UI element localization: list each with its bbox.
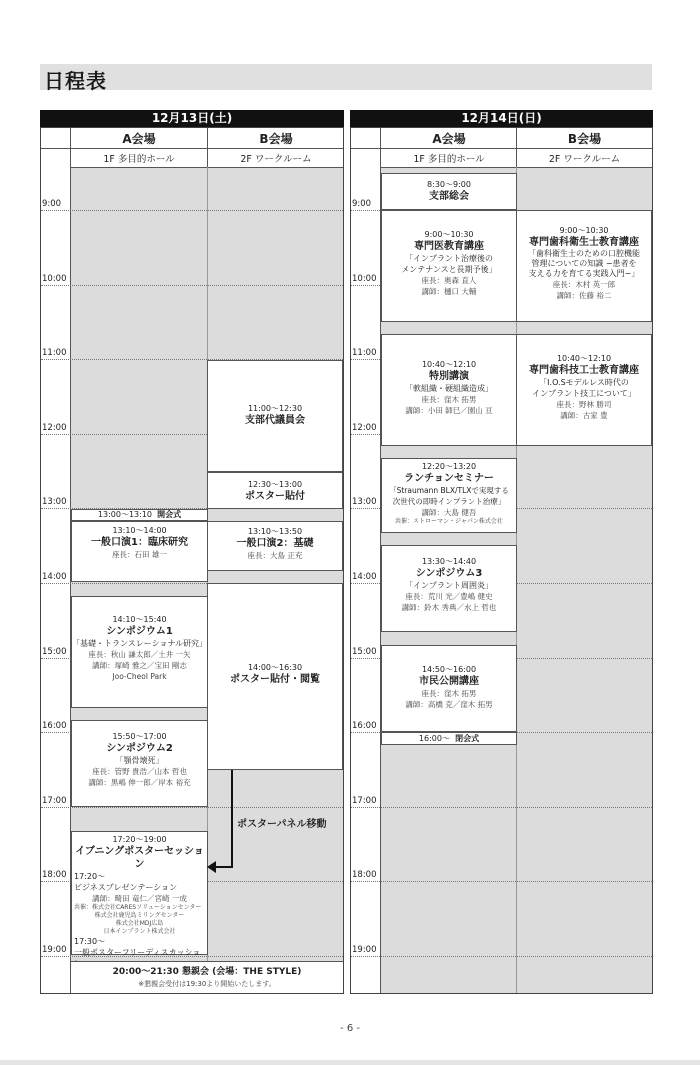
time-label: 17:00: [42, 795, 67, 806]
move-arrow-foot: [213, 866, 233, 868]
day2-header: 12月14日(日): [350, 110, 653, 127]
day2-venue-a: A会場: [432, 132, 466, 146]
day2-session-b1: 9:00〜10:30 専門歯科衛生士教育講座 「歯科衛生士のための口腔機能 管理についての知識 −患者を 支える力を育てる実践入門−」 座長：木村 英一郎 講師：佐藤 裕二: [516, 210, 652, 322]
time-label: 10:00: [352, 273, 377, 284]
day1-session-b3: 13:10〜13:50 一般口演2：基礎 座長：大島 正充: [207, 521, 343, 571]
day2-luncheon-seminar: 12:20〜13:20 ランチョンセミナー 「Straumann BLX/TLXで実現する 次世代の即時インプラント治療」 講師：大島 健吾 共催：ストローマン・ジャパン株式会社: [381, 458, 517, 533]
day1-venue-b: B会場: [259, 132, 293, 146]
day2-session-a3: 10:40〜12:10 特別講演 「軟組織・硬組織造成」 座長：窪木 拓男 講師：小田 師巳／園山 亘: [381, 334, 517, 446]
time-label: 12:00: [352, 422, 377, 433]
day1-session-a1: 13:10〜14:00 一般口演1：臨床研究 座長：石田 雄一: [71, 521, 208, 582]
poster-move-label: ポスターパネル移動: [237, 819, 327, 830]
day2-session-a1: 8:30〜9:00 支部総会: [381, 173, 517, 210]
time-label: 19:00: [42, 945, 67, 955]
hour-gridline: [41, 285, 343, 286]
day2-venue-b-sub: 2F ワークルーム: [548, 154, 621, 165]
time-label: 10:00: [42, 273, 67, 284]
time-label: 9:00: [352, 199, 372, 209]
move-arrow-line: [231, 770, 233, 867]
day1-venue-a: A会場: [122, 132, 156, 146]
arrow-left-icon: [207, 861, 216, 873]
time-label: 9:00: [42, 199, 62, 209]
day1-session-b1: 11:00〜12:30 支部代議員会: [207, 360, 343, 472]
time-label: 18:00: [352, 870, 377, 881]
page-title: 日程表: [44, 69, 107, 93]
hour-gridline: [41, 210, 343, 211]
time-label: 11:00: [352, 348, 377, 359]
day2-session-b2: 10:40〜12:10 専門歯科技工士教育講座 「I.O.Sモデルレス時代の インプラント技工について」 座長：野林 勝司 講師：古家 豊: [516, 334, 652, 446]
day1-evening-poster: 17:20〜19:00 イブニングポスターセッション 17:20〜 ビジネスプレゼンテーション 講師：畸田 竜仁／宮崎 一成 共催：株式会社CARESソリューションセンター 株式会社鹿児島ミリングセンター 株式会社MDJ広島 日本インプラント株式会社 17:30〜 一般ポスターフリーディスカッショ: [71, 831, 208, 955]
day2-venue-a-sub: 1F 多目的ホール: [413, 154, 485, 165]
bottom-bar: [0, 1060, 700, 1065]
time-label: 15:00: [42, 646, 67, 657]
time-label: 19:00: [352, 945, 377, 955]
day2-symposium3: 13:30〜14:40 シンポジウム3 「インプラント周囲炎」 座長：荒川 光／豊嶋 健史 講師：鈴木 秀典／水上 哲也: [381, 545, 517, 632]
time-label: 13:00: [42, 497, 67, 508]
day1-venue-b-sub: 2F ワークルーム: [240, 154, 312, 165]
day1-session-b4: 14:00〜16:30 ポスター貼付・閲覧: [207, 583, 343, 770]
hour-gridline: [351, 807, 652, 808]
day1-header: 12月13日(土): [40, 110, 344, 127]
day2-venue-b: B会場: [567, 132, 602, 146]
time-label: 13:00: [352, 497, 377, 508]
hour-gridline: [351, 881, 652, 882]
day1-symposium1: 14:10〜15:40 シンポジウム1 「基礎・トランスレーショナル研究」 座長：秋山 謙太郎／土井 一矢 講師：塚崎 雅之／宝田 剛志 Joo-Cheol Park: [71, 596, 208, 708]
day1-party: 20:00〜21:30 懇親会 (会場：THE STYLE) ※懇親会受付は19:30より開始いたします。: [71, 961, 343, 993]
hour-gridline: [351, 956, 652, 957]
day1-symposium2: 15:50〜17:00 シンポジウム2 「顎骨壊死」 座長：管野 貴浩／山本 哲也 講師：黒嶋 伸一郎／岸本 裕充: [71, 720, 208, 807]
section-header: [40, 64, 652, 93]
day1-panel: [40, 127, 344, 994]
time-label: 14:00: [352, 572, 377, 582]
time-label: 16:00: [352, 721, 377, 732]
day1-venue-a-sub: 1F 多目的ホール: [103, 154, 175, 165]
time-label: 16:00: [42, 721, 67, 732]
time-label: 11:00: [42, 348, 67, 359]
time-label: 15:00: [352, 646, 377, 657]
day2-session-a2: 9:00〜10:30 専門医教育講座 「インプラント治療後の メンテナンスと長期予後」 座長：奥森 直人 講師：樋口 大輔: [381, 210, 517, 322]
time-label: 14:00: [42, 572, 67, 582]
day1-session-b2: 12:30〜13:00 ポスター貼付: [207, 472, 343, 509]
time-label: 12:00: [42, 422, 67, 433]
time-label: 18:00: [42, 870, 67, 881]
day2-closing: 16:00〜 閉会式: [381, 732, 517, 745]
day1-opening: 13:00〜13:10 開会式: [71, 509, 208, 521]
page-number: - 6 -: [340, 1023, 360, 1034]
day2-panel: [350, 127, 653, 994]
time-label: 17:00: [352, 795, 377, 806]
day2-public-lecture: 14:50〜16:00 市民公開講座 座長：窪木 拓男 講師：高橋 克／窪木 拓男: [381, 645, 517, 732]
